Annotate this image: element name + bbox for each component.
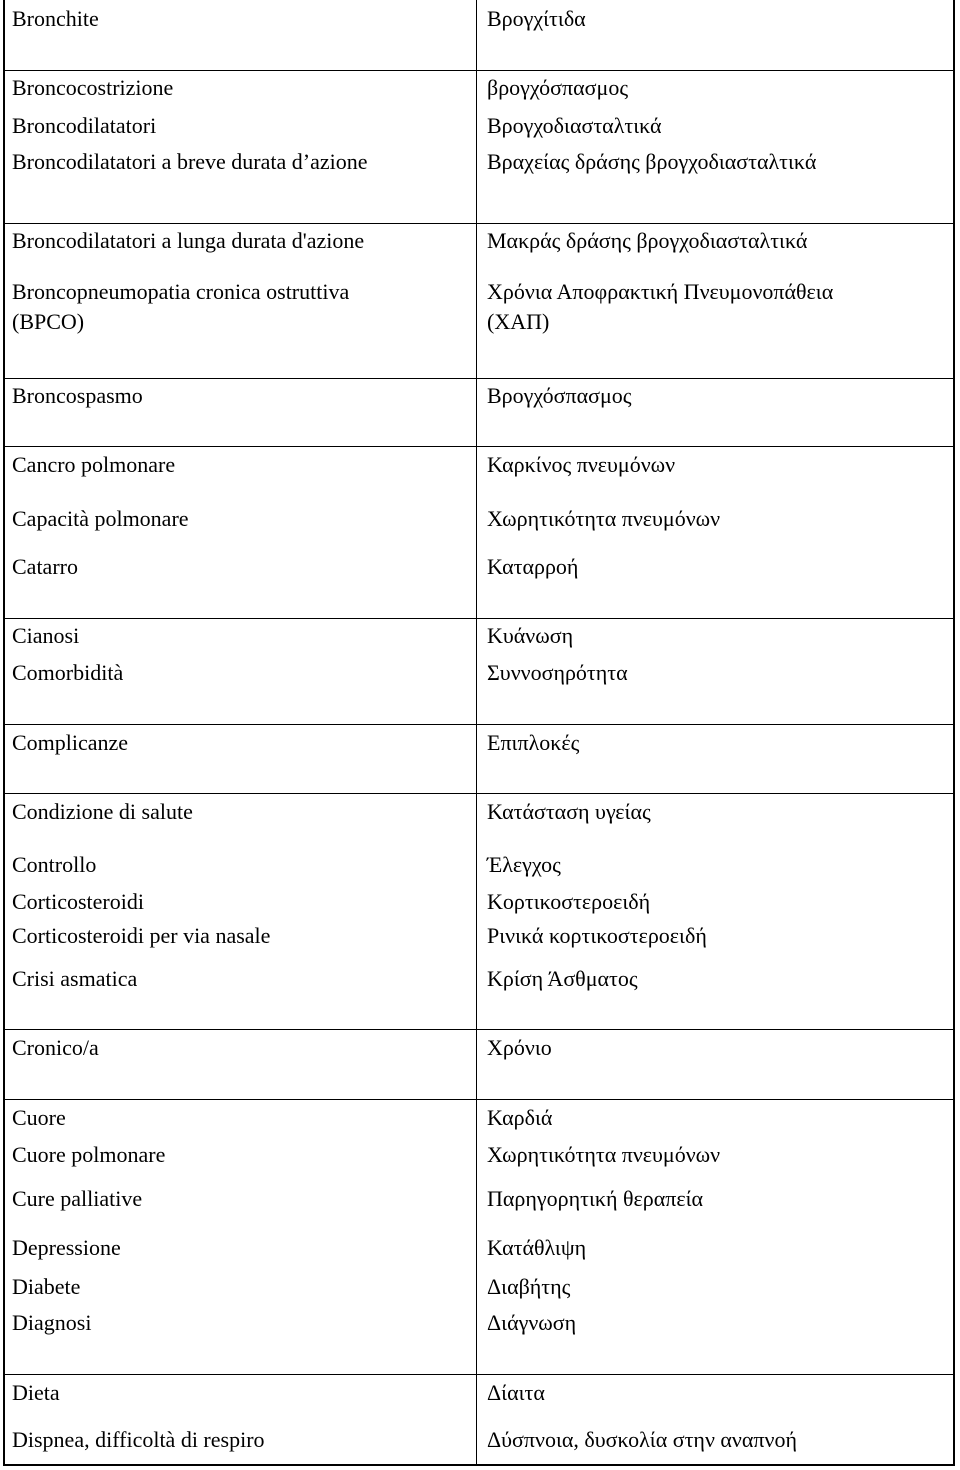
italian-term: Catarro xyxy=(12,554,78,579)
greek-term: Διάγνωση xyxy=(487,1310,577,1335)
greek-term: Καρκίνος πνευμόνων xyxy=(487,452,676,477)
greek-term: Μακράς δράσης βρογχοδιασταλτικά xyxy=(487,228,808,253)
greek-term: Κατάσταση υγείας xyxy=(487,799,651,824)
italian-term: Depressione xyxy=(12,1235,121,1260)
italian-term: Cuore polmonare xyxy=(12,1142,166,1167)
greek-term: (ΧΑΠ) xyxy=(487,309,550,334)
italian-term: Comorbidità xyxy=(12,660,124,685)
greek-term: Βραχείας δράσης βρογχοδιασταλτικά xyxy=(487,149,817,174)
greek-term: Δύσπνοια, δυσκολία στην αναπνοή xyxy=(487,1427,797,1452)
italian-term: Broncocostrizione xyxy=(12,75,174,100)
italian-term: Broncospasmo xyxy=(12,383,143,408)
greek-term: Κρίση Άσθματος xyxy=(487,966,638,991)
italian-term: Broncopneumopatia cronica ostruttiva xyxy=(12,279,350,304)
italian-term: Complicanze xyxy=(12,730,129,755)
block-divider xyxy=(3,724,955,725)
block-divider xyxy=(3,378,955,379)
italian-term: Capacità polmonare xyxy=(12,506,189,531)
greek-term: Επιπλοκές xyxy=(487,730,580,755)
greek-term: Χρόνιο xyxy=(487,1035,552,1060)
italian-term: Cuore xyxy=(12,1105,66,1130)
italian-term: Diabete xyxy=(12,1274,81,1299)
italian-term: Controllo xyxy=(12,852,97,877)
greek-term: Διαβήτης xyxy=(487,1274,571,1299)
block-divider xyxy=(3,618,955,619)
greek-term: Κυάνωση xyxy=(487,623,574,648)
greek-term: Ρινικά κορτικοστεροειδή xyxy=(487,923,707,948)
block-divider xyxy=(3,1374,955,1375)
italian-term: Cure palliative xyxy=(12,1186,143,1211)
greek-term: Συννοσηρότητα xyxy=(487,660,628,685)
greek-term: Έλεγχος xyxy=(487,852,561,877)
greek-term: Δίαιτα xyxy=(487,1380,545,1405)
italian-term: Bronchite xyxy=(12,6,99,31)
italian-term: Corticosteroidi per via nasale xyxy=(12,923,271,948)
block-divider xyxy=(3,1029,955,1030)
italian-term: Corticosteroidi xyxy=(12,889,144,914)
italian-term: Crisi asmatica xyxy=(12,966,138,991)
italian-term: Diagnosi xyxy=(12,1310,92,1335)
italian-term: (BPCO) xyxy=(12,309,85,334)
italian-term: Dispnea, difficoltà di respiro xyxy=(12,1427,265,1452)
greek-term: Χωρητικότητα πνευμόνων xyxy=(487,1142,721,1167)
greek-term: Κατάθλιψη xyxy=(487,1235,587,1260)
italian-term: Dieta xyxy=(12,1380,60,1405)
column-divider xyxy=(476,0,477,1466)
italian-term: Broncodilatatori xyxy=(12,113,157,138)
greek-term: Παρηγορητική θεραπεία xyxy=(487,1186,704,1211)
greek-term: Βρογχίτιδα xyxy=(487,6,586,31)
greek-term: Καταρροή xyxy=(487,554,579,579)
greek-term: Χωρητικότητα πνευμόνων xyxy=(487,506,721,531)
greek-term: Βρογχόσπασμος xyxy=(487,383,632,408)
greek-term: Χρόνια Αποφρακτική Πνευμονοπάθεια xyxy=(487,279,834,304)
greek-term: Βρογχοδιασταλτικά xyxy=(487,113,662,138)
italian-term: Condizione di salute xyxy=(12,799,193,824)
block-divider xyxy=(3,1099,955,1100)
italian-term: Broncodilatatori a breve durata d’azione xyxy=(12,149,368,174)
italian-term: Cianosi xyxy=(12,623,80,648)
glossary-table xyxy=(3,0,955,1466)
greek-term: Κορτικοστεροειδή xyxy=(487,889,651,914)
italian-term: Cronico/a xyxy=(12,1035,99,1060)
greek-term: Καρδιά xyxy=(487,1105,553,1130)
italian-term: Broncodilatatori a lunga durata d'azione xyxy=(12,228,365,253)
italian-term: Cancro polmonare xyxy=(12,452,176,477)
greek-term: βρογχόσπασμος xyxy=(487,75,629,100)
